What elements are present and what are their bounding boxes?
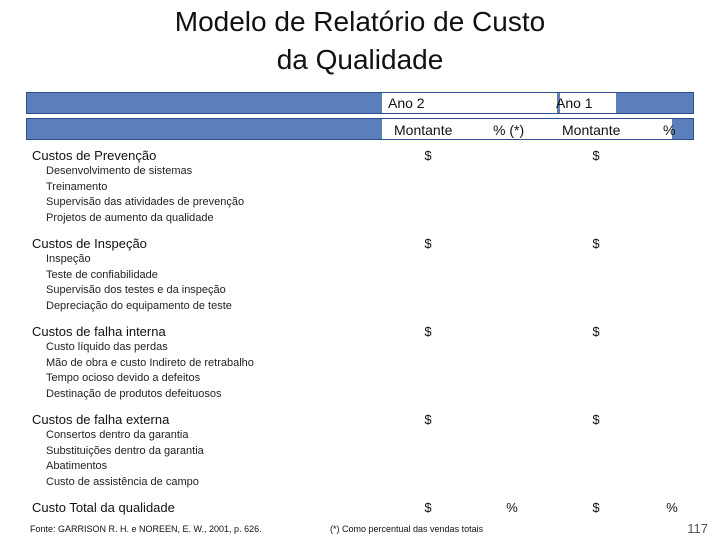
title-line-1: Modelo de Relatório de Custo xyxy=(174,6,546,37)
header-row-years xyxy=(26,92,694,114)
list-item: Inspeção xyxy=(46,253,91,265)
header-year-2: Ano 2 xyxy=(388,95,425,111)
header-montante-y1: Montante xyxy=(562,122,621,138)
list-item: Tempo ocioso devido a defeitos xyxy=(46,372,201,384)
total-amount-year1: $ xyxy=(592,500,600,515)
list-item: Abatimentos xyxy=(46,460,108,472)
amount-year1: $ xyxy=(592,148,600,163)
category-label: Custos de falha externa xyxy=(32,412,170,427)
amount-year2: $ xyxy=(424,236,432,251)
amount-year2: $ xyxy=(424,148,432,163)
list-item: Projetos de aumento da qualidade xyxy=(46,211,214,224)
page-number: 117 xyxy=(687,521,708,536)
amount-year1: $ xyxy=(592,412,600,427)
header-pct: % xyxy=(663,122,676,138)
list-item: Depreciação do equipamento de teste xyxy=(46,299,232,312)
list-item: Supervisão das atividades de prevenção xyxy=(46,196,245,208)
amount-year1: $ xyxy=(592,236,600,251)
list-item: Custo líquido das perdas xyxy=(46,341,168,353)
amount-year2: $ xyxy=(424,412,432,427)
source-citation: Fonte: GARRISON R. H. e NOREEN, E. W., 2001, p. 626. xyxy=(30,524,262,534)
amount-year2: $ xyxy=(424,324,432,339)
list-item: Substituições dentro da garantia xyxy=(46,444,204,457)
list-item: Teste de confiabilidade xyxy=(46,268,158,281)
list-item: Consertos dentro da garantia xyxy=(46,429,189,441)
total-pct-year1: % xyxy=(666,500,678,515)
header-pct-star: % (*) xyxy=(493,122,525,138)
header-year-1: Ano 1 xyxy=(556,95,593,111)
category-label: Custos de Prevenção xyxy=(32,148,157,163)
list-item: Desenvolvimento de sistemas xyxy=(46,165,193,177)
category-label: Custos de Inspeção xyxy=(32,236,147,251)
list-item: Supervisão dos testes e da inspeção xyxy=(46,284,226,296)
list-item: Custo de assistência de campo xyxy=(46,475,199,488)
list-item: Treinamento xyxy=(46,180,108,193)
total-label: Custo Total da qualidade xyxy=(32,500,175,515)
header-montante-y2: Montante xyxy=(394,122,453,138)
footnote: (*) Como percentual das vendas totais xyxy=(330,524,484,534)
total-amount-year2: $ xyxy=(424,500,432,515)
list-item: Mão de obra e custo Indireto de retrabalho xyxy=(46,356,254,369)
total-pct-year2: % xyxy=(506,500,518,515)
list-item: Destinação de produtos defeituosos xyxy=(46,387,222,400)
category-label: Custos de falha interna xyxy=(32,324,166,339)
title-line-2: da Qualidade xyxy=(276,44,444,75)
amount-year1: $ xyxy=(592,324,600,339)
